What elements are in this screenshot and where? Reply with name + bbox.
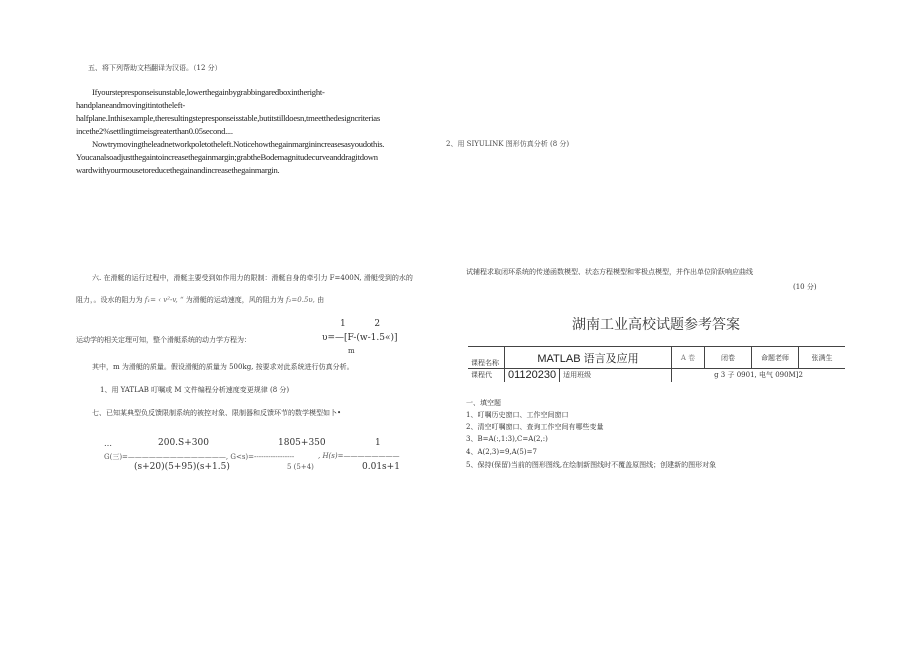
q5-line-1: Ifyourstepresponseisunstable,lowerthegainbygrabbingaredboxintheright- [92,87,325,97]
class-label: 适用班级 [560,369,672,382]
dynamics-equation-bottom: m [348,347,355,355]
h-label: , H(s)=———————— [318,452,400,460]
q6-item-1: 1、用 YATLAB 叮嘱或 M 文件编程分析速度变更规律 (8 分) [100,386,290,394]
q5-line-3: halfplane.Inthisexample,theresultingstepresponseisstable,butitstilldoesn,tmeetthedesigncriterias [76,113,380,123]
answer-item-5: 5、保持(保留)当前的图形图线,在绘制新图线时不覆盖原图线；创建新的图形对象 [466,461,717,469]
g-numerator: 200.S+300 [158,438,209,448]
wind-resistance-formula: f₂=0.5υ, [286,296,315,304]
answer-item-3: 3、B=A(:,1:3),C=A(2,:) [466,435,548,443]
applicable-classes: g 3 子 0901, 电气 090M]2 [672,369,846,382]
q2-line-1: 试辅程求取闭环系统的传递函数模型、状态方程模型和零极点模型，并作出单位阶跃响应曲线 [466,268,753,276]
q7-heading: 七、已知某典型负反馈限制系统的被控对象、限制器和反馈环节的数学模型如卜• [92,409,342,417]
q6-line-2-a: 阻力，。设水的阻力为 [76,296,143,304]
exam-type: 闭卷 [705,347,752,369]
q6-line-2 [76,295,324,305]
paper-type: A 卷 [672,347,705,369]
q6-line-3: 运动学的相关定理可知，整个滑艇系统的动力学方程为： [76,336,251,344]
gc-denominator: 5 (5+4) [287,463,314,471]
course-code-label: 课程代 [468,369,505,382]
transfer-function-line: G(三)=——————————————, G<s)=----------------- [104,453,295,461]
q6-line-2-c: 由 [317,296,325,304]
q7-dots: … [104,439,112,448]
answer-item-4: 4、A(2,3)=9,A(5)=7 [466,448,537,456]
dynamics-equation-top: 1 2 [340,319,381,329]
course-name-label: 课程名称 [468,347,505,369]
course-code: 01120230 [505,369,560,382]
q2-score: (10 分) [793,283,817,291]
h-numerator: 1 [375,438,381,448]
q5-line-7: wardwithyourmousetoreducethegainandincreasethegainmargin. [76,165,280,175]
course-info-table [468,346,845,382]
g-denominator: (s+20)(5+95)(s+1.5) [134,462,230,472]
course-name: MATLAB 语言及应用 [505,347,672,369]
answer-item-1: 1、叮嘱历史窗口、工作空间窗口 [466,411,569,419]
q6-line-4: 其中，m 为滑艇的质量。假设滑艇的质量为 500kg, 按要求对此系统进行仿真分析。 [92,363,354,371]
dynamics-equation: υ=—[F-(w-1.5«)] [322,333,398,343]
gc-numerator: 1805+350 [278,438,326,448]
q5-line-2: handplaneandmovingitintotheleft- [76,100,185,110]
q2-heading: 2、用 SIYULINK 图形仿真分析 (8 分) [446,140,570,148]
h-denominator: 0.01s+1 [362,462,400,472]
water-resistance-formula: f₁= ‹ v²-v, “ [144,296,184,304]
q5-heading: 五、将下列帮助文档翻译为汉语。（12 分） [88,64,222,72]
q6-line-1: 六. 在滑艇的运行过程中，滑艇主要受到如作用力的限制：滑艇自身的牵引力 F=400N, 滑艇受到的水的 [92,274,413,282]
q5-line-5: Nowtrymovingtheleadnetworkpoletotheleft.Noticehowthegainmarginincreasesasyoudothis. [92,139,385,149]
answer-item-2: 2、清空叮嘱窗口、查询工作空间有哪些变量 [466,423,604,431]
q5-line-6: Youcanalsoadjustthegaintoincreasethegainmargin;grabtheBodemagnitudecurveanddragitdown [76,152,378,162]
q6-line-2-b: 为滑艇的运动速度，风的阻力为 [185,296,284,304]
answer-title: 湖南工业高校试题参考答案 [572,317,740,333]
q5-line-4: incethe2%settlingtimeisgreaterthan0.05second.... [76,126,233,136]
answer-heading: 一、填空题 [466,399,501,407]
setter-name: 张满生 [799,347,846,369]
setter-label: 命题老师 [752,347,799,369]
